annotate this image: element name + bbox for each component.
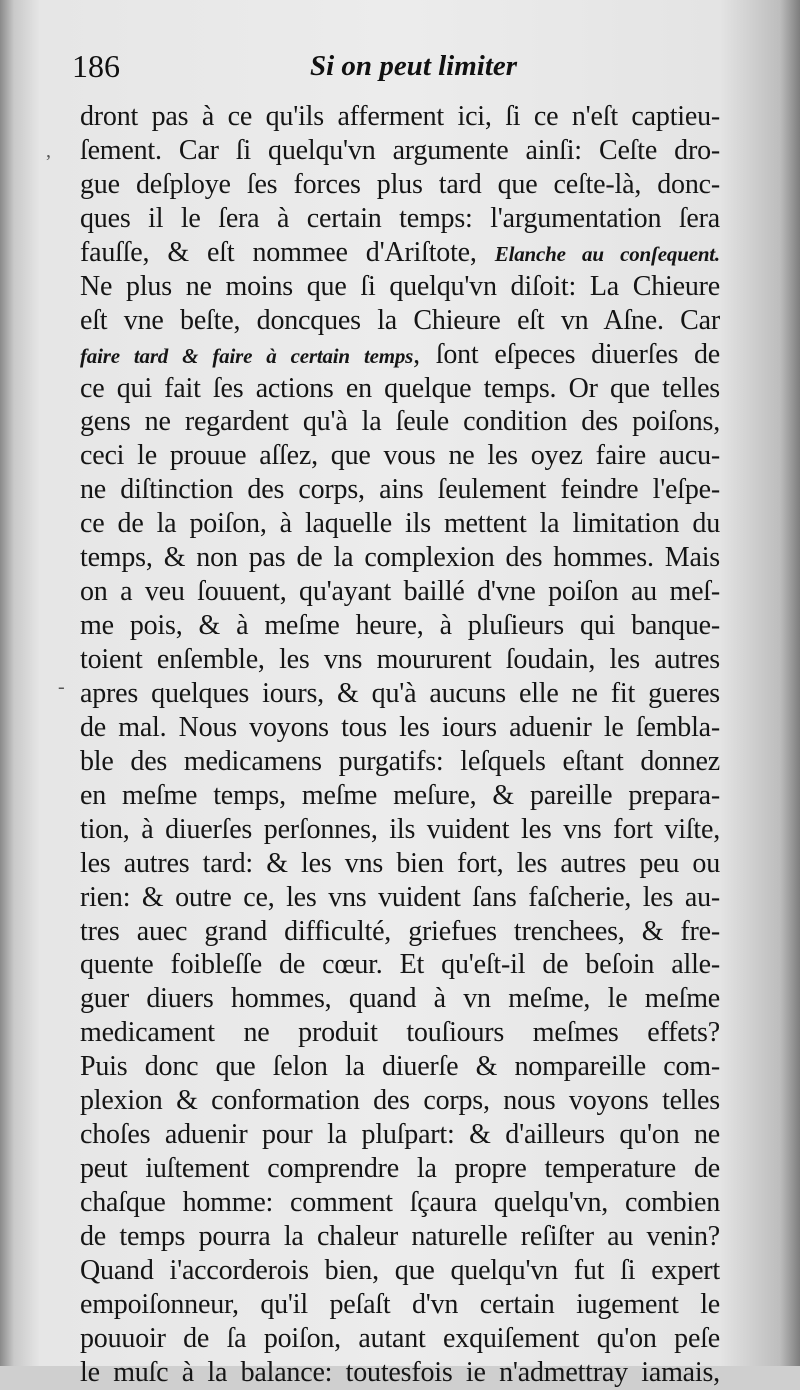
running-title: Si on peut limiter [310, 50, 518, 82]
line-text: fauſſe, & eſt nommee d'Ariſtote, [80, 236, 477, 268]
line-text: apres quelques iours, & qu'à aucuns elle ne fit gueres [80, 677, 720, 709]
line-text: toient enſemble, les vns moururent ſoudain, les autres [80, 644, 720, 675]
line-text: ce qui fait ſes actions en quelque temps. Or que telles [80, 372, 720, 404]
text-line [80, 711, 720, 745]
text-line [80, 643, 720, 677]
line-text: chaſque homme: comment ſçaura quelqu'vn, combien [80, 1187, 720, 1218]
line-text: empoiſonneur, qu'il peſaſt d'vn certain iugement le [80, 1288, 720, 1320]
text-line [80, 575, 720, 609]
line-text: tres auec grand difficulté, griefues trenchees, & fre- [80, 915, 720, 947]
text-line [80, 1084, 720, 1118]
text-line [80, 779, 720, 813]
text-line [80, 100, 720, 134]
line-text: Quand i'accorderois bien, que quelqu'vn fut ſi expert [80, 1254, 720, 1286]
line-text: plexion & conformation des corps, nous voyons telles [80, 1085, 720, 1117]
line-text: peut iuſtement comprendre la propre temperature de [80, 1153, 720, 1185]
line-text: ceci le prouue aſſez, que vous ne les oyez faire aucu- [80, 440, 720, 472]
line-text: quente foibleſſe de cœur. Et qu'eſt-il de beſoin alle- [80, 949, 720, 981]
text-line [80, 1152, 720, 1186]
text-line [80, 1118, 720, 1152]
page-header [70, 46, 730, 94]
line-text: ques il le ſera à certain temps: l'argumentation ſera [80, 202, 720, 234]
text-line [80, 507, 720, 541]
line-text: gens ne regardent qu'à la ſeule condition des poiſons, [80, 406, 720, 438]
text-line [80, 236, 720, 270]
text-line [80, 405, 720, 439]
line-text: le muſc à la balance: toutesfois ie n'admettray iamais, [80, 1356, 720, 1388]
page-number: 186 [72, 48, 120, 84]
italic-phrase: faire tard & faire à certain temps [80, 343, 414, 368]
text-line [80, 202, 720, 236]
line-text: , ſont eſpeces diuerſes de [413, 338, 721, 370]
body-text [80, 100, 720, 1390]
text-line [80, 1016, 720, 1050]
line-text: guer diuers hommes, quand à vn meſme, le meſme [80, 983, 720, 1015]
line-text: ne diſtinction des corps, ains ſeulement feindre l'eſpe- [80, 474, 720, 506]
line-text: ble des medicamens purgatifs: leſquels eſtant donnez [80, 745, 720, 777]
line-text: pouuoir de ſa poiſon, autant exquiſement qu'on peſe [80, 1322, 720, 1354]
text-line [80, 982, 720, 1016]
line-text: de temps pourra la chaleur naturelle reſiſter au venin? [80, 1220, 720, 1252]
line-text: Ne plus ne moins que ſi quelqu'vn diſoit: La Chieure [80, 270, 720, 302]
text-line [80, 372, 720, 406]
text-line [80, 168, 720, 202]
text-line [80, 541, 720, 575]
text-line [80, 338, 720, 372]
line-text: ce de la poiſon, à laquelle ils mettent la limitation du [80, 508, 720, 540]
text-line [80, 270, 720, 304]
line-text: temps, & non pas de la complexion des hommes. Mais [80, 542, 720, 574]
italic-phrase: Elanche au conſequent. [494, 241, 720, 266]
text-line [80, 1288, 720, 1322]
text-line [80, 677, 720, 711]
line-text: les autres tard: & les vns bien fort, les autres peu ou [80, 847, 720, 879]
line-text: de mal. Nous voyons tous les iours aduenir le ſembla- [80, 711, 720, 743]
line-text: gue deſploye ſes forces plus tard que ceſte-là, donc- [80, 168, 720, 200]
text-line [80, 473, 720, 507]
text-line [80, 1186, 720, 1220]
text-line [80, 1254, 720, 1288]
text-line [80, 948, 720, 982]
line-text: rien: & outre ce, les vns vuident ſans faſcherie, les au- [80, 881, 720, 913]
line-text: me pois, & à meſme heure, à pluſieurs qui banque- [80, 610, 720, 642]
text-line [80, 1356, 720, 1390]
text-line [80, 439, 720, 473]
margin-mark: - [58, 676, 65, 698]
text-line [80, 1322, 720, 1356]
line-text: Puis donc que ſelon la diuerſe & nompareille com- [80, 1051, 720, 1083]
text-line [80, 813, 720, 847]
line-text: on a veu ſouuent, qu'ayant baillé d'vne poiſon au meſ- [80, 576, 720, 608]
line-text: medicament ne produit touſiours meſmes effets? [80, 1017, 720, 1049]
text-line [80, 915, 720, 949]
text-line [80, 1220, 720, 1254]
text-line [80, 304, 720, 338]
line-text: tion, à diuerſes perſonnes, ils vuident les vns fort viſte, [80, 813, 720, 845]
line-text: en meſme temps, meſme meſure, & pareille prepara- [80, 779, 720, 811]
text-line [80, 847, 720, 881]
line-text: eſt vne beſte, doncques la Chieure eſt vn Aſne. Car [80, 304, 720, 336]
text-line [80, 1050, 720, 1084]
margin-mark: , [46, 140, 51, 162]
text-line [80, 881, 720, 915]
text-line [80, 134, 720, 168]
line-text: dront pas à ce qu'ils afferment ici, ſi ce n'eſt captieu- [80, 101, 720, 132]
line-text: ſement. Car ſi quelqu'vn argumente ainſi: Ceſte dro- [80, 134, 720, 166]
text-line [80, 609, 720, 643]
line-text: choſes aduenir pour la pluſpart: & d'ailleurs qu'on ne [80, 1119, 720, 1151]
text-line [80, 745, 720, 779]
